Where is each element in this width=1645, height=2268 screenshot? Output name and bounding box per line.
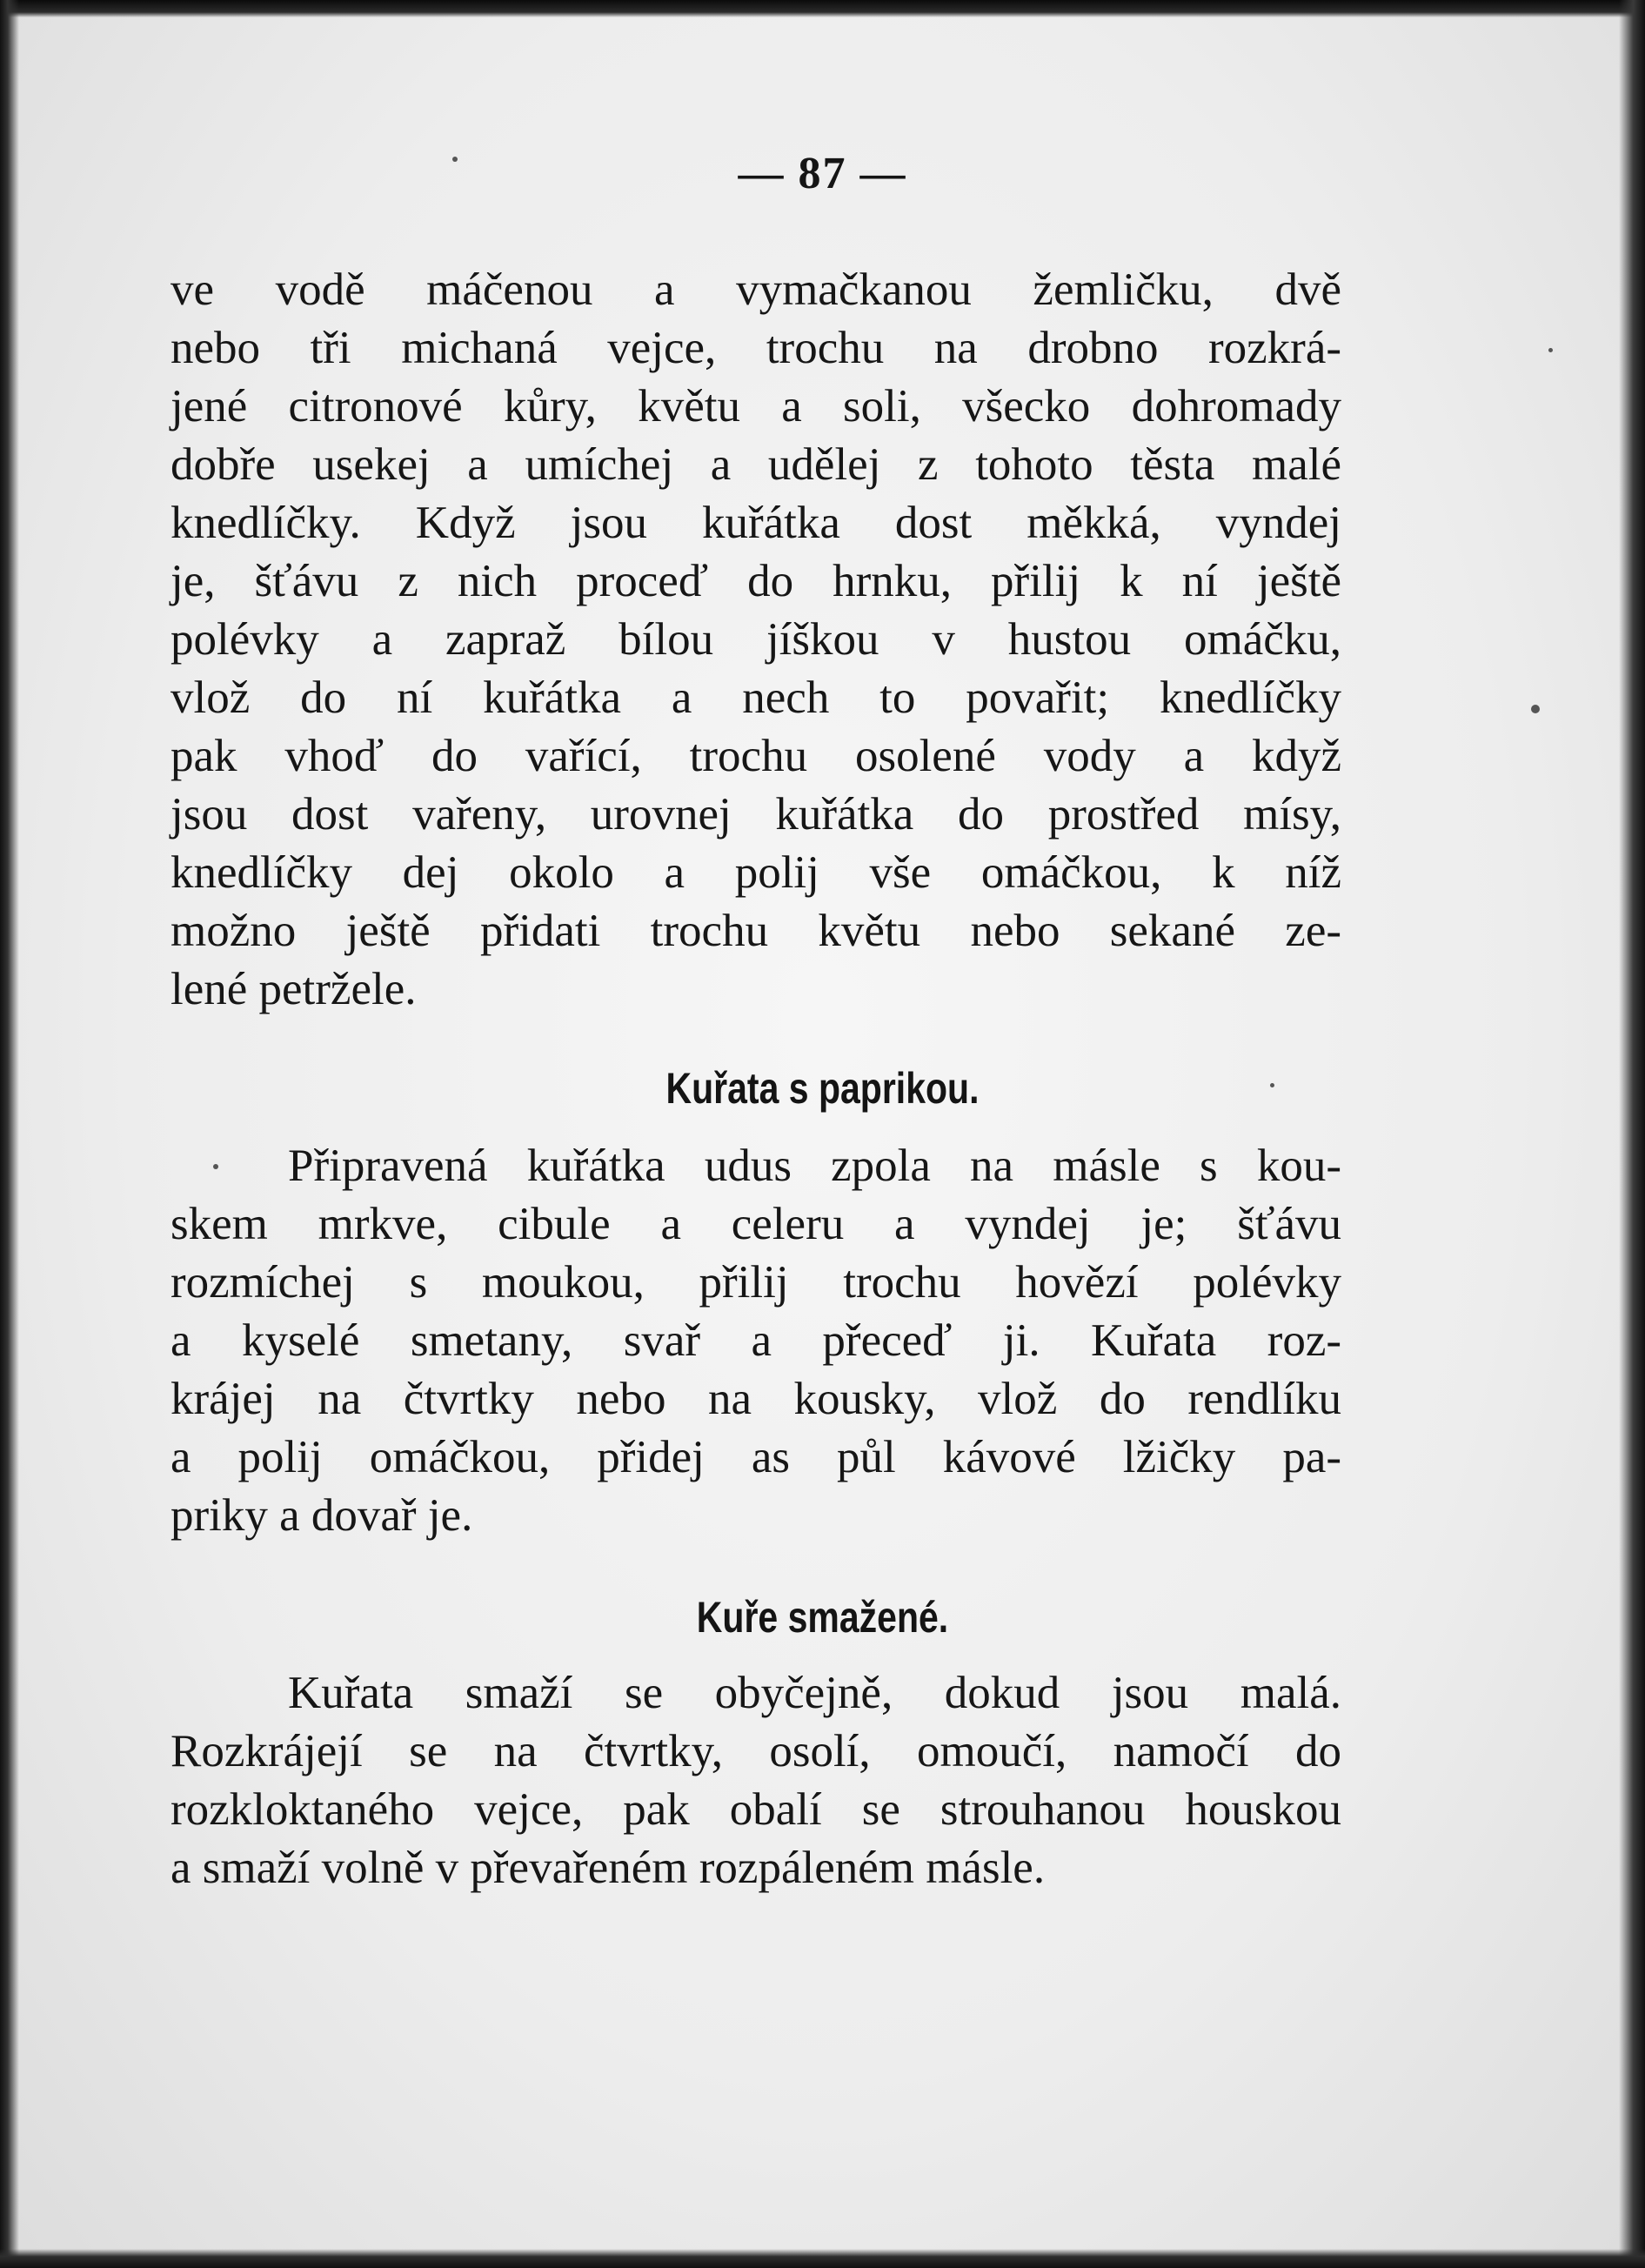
text-line: možno ještě přidati trochu květu nebo sekané ze- (171, 906, 1341, 956)
text-line: a smaží volně v převařeném rozpáleném másle. (171, 1843, 1046, 1893)
text-line: Rozkrájejí se na čtvrtky, osolí, omoučí, namočí do (171, 1726, 1341, 1776)
paragraph-2 (171, 1137, 1341, 1545)
text-line: jené citronové kůry, květu a soli, všecko dohromady (171, 381, 1341, 432)
text-line: polévky a zapraž bílou jíškou v hustou omáčku, (171, 614, 1341, 665)
text-line: ve vodě máčenou a vymačkanou žemličku, dvě (171, 264, 1341, 315)
page-number: — 87 — (738, 149, 907, 198)
text-line: je, šťávu z nich proceď do hrnku, přilij k ní ještě (171, 556, 1341, 606)
section-heading: Kuře smažené. (696, 1593, 949, 1642)
scan-border-bottom (0, 2249, 1645, 2268)
text-line: skem mrkve, cibule a celeru a vyndej je; šťávu (171, 1199, 1341, 1249)
section-heading: Kuřata s paprikou. (665, 1064, 980, 1113)
scan-speck (1548, 348, 1553, 352)
scan-border-left (0, 0, 19, 2268)
text-line: rozmíchej s moukou, přilij trochu hovězí polévky (171, 1257, 1341, 1308)
text-line: priky a dovař je. (171, 1490, 473, 1541)
text-line: a kyselé smetany, svař a přeceď ji. Kuřata roz- (171, 1315, 1341, 1366)
text-line: jsou dost vařeny, urovnej kuřátka do prostřed mísy, (171, 789, 1341, 840)
text-line: Připravená kuřátka udus zpola na másle s kou- (288, 1141, 1341, 1191)
paragraph-3 (171, 1664, 1341, 1897)
text-line: Kuřata smaží se obyčejně, dokud jsou malá. (288, 1668, 1341, 1718)
text-line: a polij omáčkou, přidej as půl kávové lžičky pa- (171, 1432, 1341, 1482)
text-line: pak vhoď do vařící, trochu osolené vody a když (171, 731, 1341, 781)
text-line: dobře usekej a umíchej a udělej z tohoto těsta malé (171, 439, 1341, 490)
text-line: krájej na čtvrtky nebo na kousky, vlož do rendlíku (171, 1374, 1341, 1424)
text-line: lené petržele. (171, 964, 417, 1014)
scan-speck (1531, 705, 1540, 713)
text-line: vlož do ní kuřátka a nech to povařit; knedlíčky (171, 672, 1341, 723)
text-line: nebo tři michaná vejce, trochu na drobno rozkrá- (171, 323, 1341, 373)
text-line: knedlíčky dej okolo a polij vše omáčkou, k níž (171, 847, 1341, 898)
paragraph-1 (171, 261, 1341, 1019)
text-line: knedlíčky. Když jsou kuřátka dost měkká, vyndej (171, 498, 1341, 548)
text-line: rozkloktaného vejce, pak obalí se strouhanou houskou (171, 1784, 1341, 1835)
scan-border-top (0, 0, 1645, 17)
scan-border-right (1619, 0, 1645, 2268)
